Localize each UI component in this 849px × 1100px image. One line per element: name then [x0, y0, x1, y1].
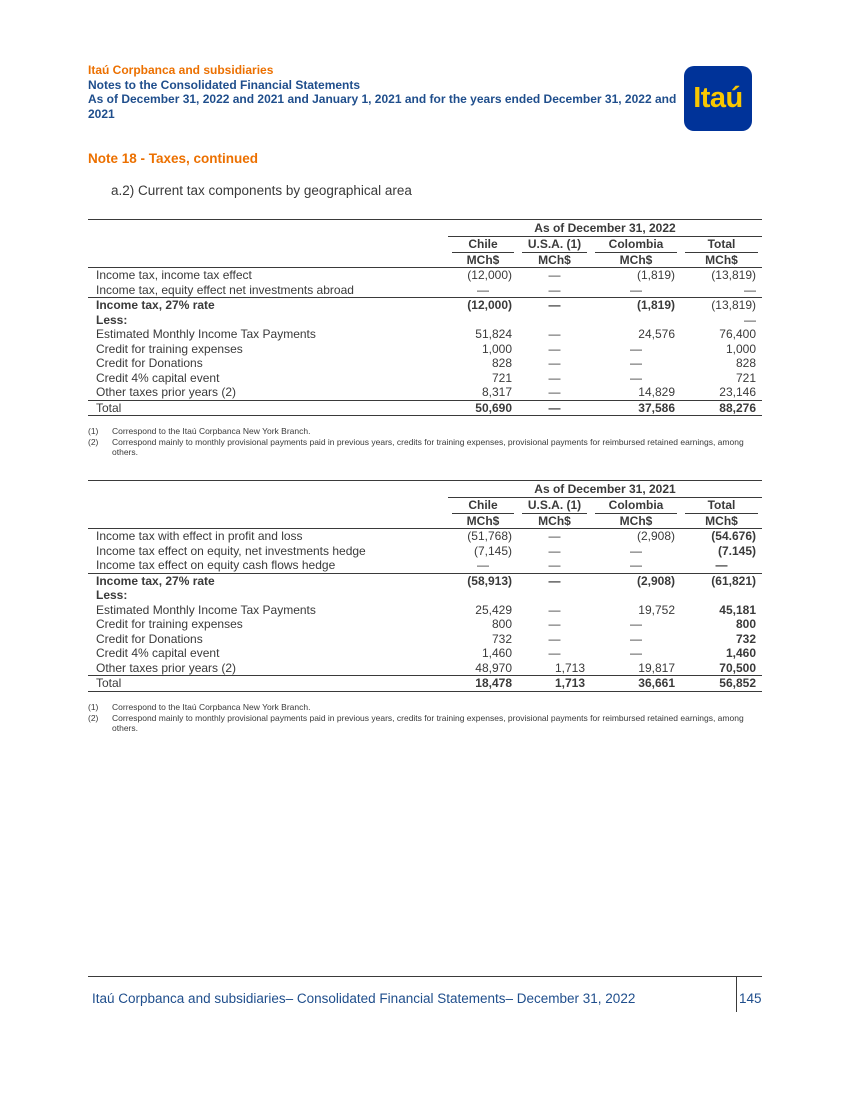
notes-title: Notes to the Consolidated Financial Statements	[88, 77, 361, 92]
table-header-units	[88, 253, 762, 268]
table-row-total: Total 50,690 — 37,586 88,276	[88, 400, 762, 416]
col-usa: U.S.A. (1)	[522, 498, 587, 514]
table-row: Credit for training expenses 800 — — 800	[96, 617, 756, 631]
col-total: Total	[685, 237, 758, 253]
period-title: As of December 31, 2022 and 2021 and January 1, 2021 and for the years ended December 31, 2022 and 2021	[88, 92, 677, 121]
table-header-columns	[88, 237, 762, 253]
col-chile: Chile	[452, 237, 514, 253]
col-total: Total	[685, 498, 758, 514]
table-header-units	[88, 514, 762, 529]
col-colombia: Colombia	[595, 498, 677, 514]
table-row: Other taxes prior years (2) 8,317 — 14,829 23,146	[96, 385, 756, 399]
footnote: (2) Correspond mainly to monthly provisional payments paid in previous years, credits for training expenses, provisional payments for reimbursed retained earnings, among others.	[88, 712, 744, 733]
unit-total: MCh$	[681, 514, 762, 529]
table-row: Income tax with effect in profit and loss (51,768) — (2,908) (54.676)	[96, 529, 756, 543]
footnotes-2022	[88, 426, 762, 458]
table-row: Income tax, income tax effect (12,000) — (1,819) (13,819)	[96, 268, 756, 282]
period-label: As of December 31, 2021	[448, 481, 762, 498]
table-header-period	[88, 220, 762, 237]
table-row: Income tax, 27% rate (58,913) — (2,908) (61,821)	[88, 573, 762, 588]
col-chile: Chile	[452, 498, 514, 514]
table-row: Income tax, 27% rate (12,000) — (1,819) (13,819)	[88, 298, 762, 313]
period-label: As of December 31, 2022	[448, 220, 762, 237]
col-colombia: Colombia	[595, 237, 677, 253]
logo-text: Itaú	[693, 82, 743, 114]
itau-logo	[684, 66, 752, 131]
table-row: Estimated Monthly Income Tax Payments 25,429 — 19,752 45,181	[96, 602, 756, 617]
unit-usa: MCh$	[518, 514, 591, 529]
footer-page-divider	[736, 976, 737, 1012]
unit-total: MCh$	[681, 253, 762, 268]
table-row: Less:	[96, 588, 128, 602]
tax-table-2022	[88, 219, 762, 416]
table-row: Credit for training expenses 1,000 — — 1,000	[96, 341, 756, 356]
footnotes-2021	[88, 702, 762, 734]
table-row: Income tax effect on equity, net investments hedge (7,145) — — (7.145)	[96, 543, 756, 558]
footnote: (2) Correspond mainly to monthly provisional payments paid in previous years, credits for training expenses, provisional payments for reimbursed retained earnings, among others.	[88, 436, 744, 457]
unit-colombia: MCh$	[591, 253, 681, 268]
note-title: Note 18 - Taxes, continued	[88, 151, 259, 166]
table-row: Credit 4% capital event 721 — — 721	[96, 370, 756, 385]
table-row-total: Total 18,478 1,713 36,661 56,852	[88, 676, 762, 692]
unit-chile: MCh$	[448, 253, 518, 268]
page-number: 145	[739, 991, 762, 1006]
table-row: Credit for Donations 828 — — 828	[96, 356, 756, 370]
footer-text: Itaú Corpbanca and subsidiaries– Consolidated Financial Statements– December 31, 2022	[92, 991, 636, 1006]
section-title: a.2) Current tax components by geographical area	[111, 183, 412, 198]
table-row: Other taxes prior years (2) 48,970 1,713 19,817 70,500	[96, 660, 756, 675]
table-row: Estimated Monthly Income Tax Payments 51,824 — 24,576 76,400	[96, 327, 756, 341]
unit-chile: MCh$	[448, 514, 518, 529]
page-header	[88, 63, 678, 121]
footnote: (1) Correspond to the Itaú Corpbanca New York Branch.	[88, 426, 311, 436]
unit-usa: MCh$	[518, 253, 591, 268]
table-row: Credit 4% capital event 1,460 — — 1,460	[96, 646, 756, 660]
table-row: Credit for Donations 732 — — 732	[96, 631, 756, 646]
col-usa: U.S.A. (1)	[522, 237, 587, 253]
table-header-columns	[88, 498, 762, 514]
unit-colombia: MCh$	[591, 514, 681, 529]
table-row: Income tax, equity effect net investments abroad — — — —	[96, 282, 756, 297]
footnote: (1) Correspond to the Itaú Corpbanca New York Branch.	[88, 702, 311, 712]
table-row: Less: —	[96, 312, 756, 327]
table-row: Income tax effect on equity cash flows hedge — — — —	[96, 558, 728, 572]
footer-divider	[88, 976, 762, 977]
company-name: Itaú Corpbanca and subsidiaries	[88, 63, 274, 77]
table-header-period	[88, 481, 762, 498]
tax-table-2021	[88, 480, 762, 692]
